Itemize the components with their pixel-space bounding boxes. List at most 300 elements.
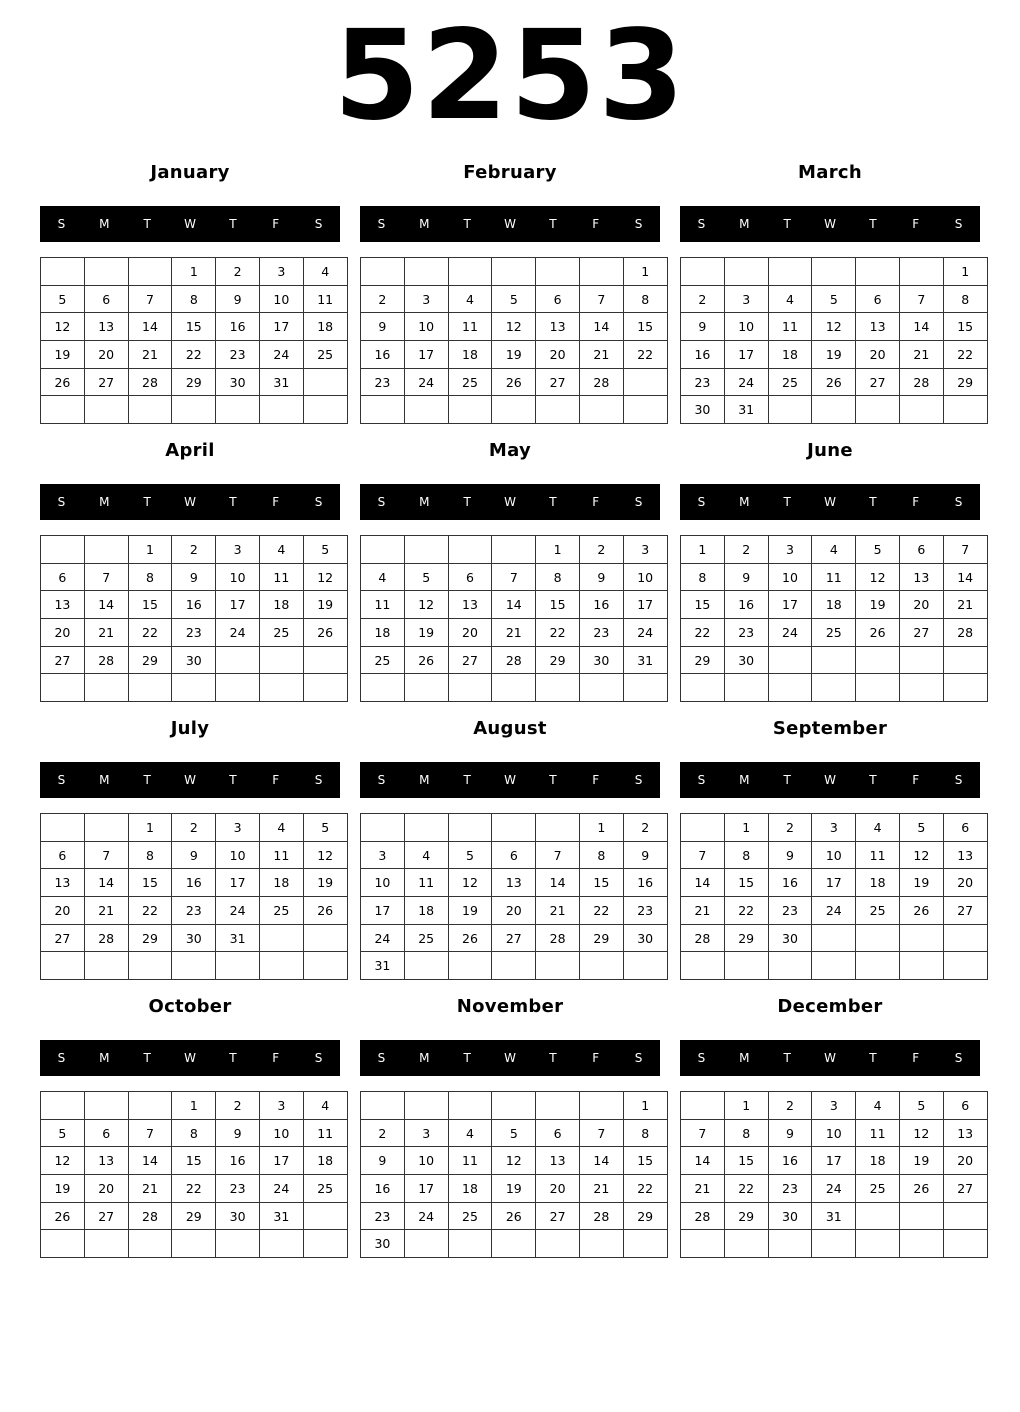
day-cell: 18 xyxy=(259,591,303,619)
day-cell: 24 xyxy=(724,368,768,396)
day-cell: 22 xyxy=(623,341,667,369)
day-cell: 18 xyxy=(303,313,347,341)
weekday-label: M xyxy=(739,1051,750,1065)
weekday-label: F xyxy=(592,217,600,231)
weekday-label: T xyxy=(869,1051,877,1065)
day-cell: 3 xyxy=(259,1092,303,1120)
day-cell: 4 xyxy=(404,841,448,869)
week-row xyxy=(41,563,348,591)
empty-day-cell xyxy=(899,924,943,952)
day-cell: 10 xyxy=(216,563,260,591)
weekday-label: S xyxy=(634,217,643,231)
day-cell: 25 xyxy=(856,897,900,925)
empty-day-cell xyxy=(303,674,347,702)
day-cell: 23 xyxy=(681,368,725,396)
day-cell: 24 xyxy=(768,619,812,647)
day-cell: 20 xyxy=(899,591,943,619)
empty-day-cell xyxy=(492,258,536,286)
day-cell: 11 xyxy=(856,841,900,869)
weekday-header xyxy=(360,206,660,242)
day-cell: 17 xyxy=(724,341,768,369)
day-cell: 20 xyxy=(84,1175,128,1203)
day-cell: 24 xyxy=(623,619,667,647)
empty-day-cell xyxy=(361,1092,405,1120)
week-row xyxy=(41,396,348,424)
empty-day-cell xyxy=(579,1092,623,1120)
weekday-label: T xyxy=(229,1051,237,1065)
day-cell: 17 xyxy=(404,1175,448,1203)
day-cell: 7 xyxy=(681,841,725,869)
day-grid xyxy=(40,813,348,980)
empty-day-cell xyxy=(259,674,303,702)
day-cell: 2 xyxy=(579,536,623,564)
day-grid xyxy=(680,257,988,424)
weekday-label: M xyxy=(419,217,430,231)
day-cell: 6 xyxy=(536,1119,580,1147)
day-cell: 10 xyxy=(404,1147,448,1175)
empty-day-cell xyxy=(856,1202,900,1230)
day-cell: 20 xyxy=(856,341,900,369)
week-row xyxy=(681,536,988,564)
empty-day-cell xyxy=(681,1230,725,1258)
weekday-label: F xyxy=(272,217,280,231)
day-cell: 23 xyxy=(172,897,216,925)
day-cell: 9 xyxy=(724,563,768,591)
day-cell: 3 xyxy=(216,814,260,842)
day-cell: 11 xyxy=(361,591,405,619)
day-cell: 6 xyxy=(448,563,492,591)
week-row xyxy=(681,1119,988,1147)
empty-day-cell xyxy=(623,368,667,396)
weekday-label: S xyxy=(954,1051,963,1065)
week-row xyxy=(361,396,668,424)
weekday-label: S xyxy=(314,773,323,787)
day-cell: 1 xyxy=(128,536,172,564)
empty-day-cell xyxy=(492,1230,536,1258)
empty-day-cell xyxy=(492,1092,536,1120)
day-cell: 29 xyxy=(128,924,172,952)
day-grid xyxy=(40,535,348,702)
day-cell: 20 xyxy=(41,619,85,647)
weekday-header xyxy=(40,762,340,798)
day-cell: 1 xyxy=(536,536,580,564)
empty-day-cell xyxy=(681,1092,725,1120)
empty-day-cell xyxy=(768,952,812,980)
day-cell: 21 xyxy=(681,1175,725,1203)
day-cell: 29 xyxy=(681,646,725,674)
day-cell: 9 xyxy=(768,1119,812,1147)
week-row xyxy=(361,258,668,286)
week-row xyxy=(681,396,988,424)
day-cell: 15 xyxy=(681,591,725,619)
empty-day-cell xyxy=(303,1230,347,1258)
day-cell: 26 xyxy=(899,1175,943,1203)
day-cell: 3 xyxy=(404,285,448,313)
empty-day-cell xyxy=(943,1230,987,1258)
day-cell: 25 xyxy=(768,368,812,396)
day-cell: 4 xyxy=(448,285,492,313)
day-cell: 9 xyxy=(172,563,216,591)
empty-day-cell xyxy=(943,674,987,702)
empty-day-cell xyxy=(404,1230,448,1258)
day-cell: 1 xyxy=(172,1092,216,1120)
day-cell: 28 xyxy=(128,368,172,396)
day-grid xyxy=(680,813,988,980)
weekday-label: S xyxy=(57,495,66,509)
day-cell: 7 xyxy=(84,841,128,869)
day-cell: 16 xyxy=(724,591,768,619)
day-cell: 14 xyxy=(84,869,128,897)
day-cell: 1 xyxy=(943,258,987,286)
empty-day-cell xyxy=(623,674,667,702)
day-cell: 16 xyxy=(623,869,667,897)
weekday-header xyxy=(360,1040,660,1076)
day-cell: 24 xyxy=(259,1175,303,1203)
empty-day-cell xyxy=(681,952,725,980)
empty-day-cell xyxy=(404,674,448,702)
day-cell: 9 xyxy=(216,1119,260,1147)
day-cell: 25 xyxy=(856,1175,900,1203)
day-cell: 4 xyxy=(361,563,405,591)
day-cell: 31 xyxy=(259,1202,303,1230)
weekday-label: F xyxy=(272,1051,280,1065)
month-name: August xyxy=(473,718,547,739)
day-cell: 9 xyxy=(361,1147,405,1175)
day-cell: 21 xyxy=(536,897,580,925)
day-cell: 29 xyxy=(724,1202,768,1230)
weekday-label: S xyxy=(634,1051,643,1065)
empty-day-cell xyxy=(84,396,128,424)
empty-day-cell xyxy=(856,924,900,952)
day-cell: 2 xyxy=(361,1119,405,1147)
day-cell: 12 xyxy=(404,591,448,619)
day-cell: 22 xyxy=(172,341,216,369)
day-cell: 16 xyxy=(172,869,216,897)
day-cell: 25 xyxy=(812,619,856,647)
empty-day-cell xyxy=(536,814,580,842)
day-cell: 24 xyxy=(259,341,303,369)
empty-day-cell xyxy=(84,674,128,702)
day-cell: 21 xyxy=(579,341,623,369)
day-cell: 11 xyxy=(303,1119,347,1147)
day-cell: 18 xyxy=(259,869,303,897)
month-name: June xyxy=(807,440,853,461)
day-cell: 14 xyxy=(579,313,623,341)
day-cell: 29 xyxy=(623,1202,667,1230)
empty-day-cell xyxy=(579,674,623,702)
day-cell: 7 xyxy=(681,1119,725,1147)
day-cell: 3 xyxy=(361,841,405,869)
empty-day-cell xyxy=(943,396,987,424)
week-row xyxy=(361,368,668,396)
weekday-label: T xyxy=(869,217,877,231)
day-cell: 19 xyxy=(41,1175,85,1203)
day-cell: 30 xyxy=(579,646,623,674)
empty-day-cell xyxy=(724,674,768,702)
day-cell: 24 xyxy=(812,897,856,925)
day-cell: 6 xyxy=(84,285,128,313)
year-title: 5253 xyxy=(333,4,687,148)
day-cell: 20 xyxy=(492,897,536,925)
day-cell: 13 xyxy=(84,1147,128,1175)
empty-day-cell xyxy=(216,674,260,702)
day-cell: 12 xyxy=(448,869,492,897)
day-cell: 16 xyxy=(681,341,725,369)
empty-day-cell xyxy=(41,536,85,564)
weekday-label: S xyxy=(697,495,706,509)
day-cell: 12 xyxy=(303,841,347,869)
empty-day-cell xyxy=(536,258,580,286)
day-cell: 5 xyxy=(492,285,536,313)
day-cell: 4 xyxy=(856,814,900,842)
week-row xyxy=(361,563,668,591)
empty-day-cell xyxy=(303,952,347,980)
day-cell: 30 xyxy=(216,1202,260,1230)
day-cell: 21 xyxy=(579,1175,623,1203)
day-cell: 14 xyxy=(536,869,580,897)
empty-day-cell xyxy=(724,258,768,286)
weekday-label: S xyxy=(377,495,386,509)
empty-day-cell xyxy=(128,258,172,286)
weekday-label: S xyxy=(57,217,66,231)
weekday-label: W xyxy=(504,495,516,509)
weekday-label: W xyxy=(824,217,836,231)
day-cell: 13 xyxy=(84,313,128,341)
week-row xyxy=(41,814,348,842)
weekday-label: T xyxy=(463,217,471,231)
empty-day-cell xyxy=(681,258,725,286)
weekday-label: W xyxy=(824,773,836,787)
empty-day-cell xyxy=(41,1092,85,1120)
day-cell: 14 xyxy=(492,591,536,619)
day-cell: 10 xyxy=(259,1119,303,1147)
weekday-label: F xyxy=(592,495,600,509)
day-cell: 8 xyxy=(128,841,172,869)
day-cell: 4 xyxy=(448,1119,492,1147)
day-cell: 24 xyxy=(404,1202,448,1230)
day-cell: 11 xyxy=(448,313,492,341)
day-grid xyxy=(40,1091,348,1258)
day-cell: 17 xyxy=(812,869,856,897)
day-cell: 12 xyxy=(41,313,85,341)
day-cell: 31 xyxy=(361,952,405,980)
day-cell: 24 xyxy=(216,619,260,647)
day-cell: 14 xyxy=(899,313,943,341)
empty-day-cell xyxy=(84,1230,128,1258)
empty-day-cell xyxy=(448,814,492,842)
week-row xyxy=(681,646,988,674)
weekday-label: T xyxy=(463,1051,471,1065)
day-cell: 5 xyxy=(492,1119,536,1147)
empty-day-cell xyxy=(856,1230,900,1258)
day-cell: 12 xyxy=(899,1119,943,1147)
empty-day-cell xyxy=(492,952,536,980)
day-cell: 5 xyxy=(41,1119,85,1147)
day-cell: 11 xyxy=(303,285,347,313)
weekday-label: F xyxy=(592,1051,600,1065)
weekday-header xyxy=(40,1040,340,1076)
empty-day-cell xyxy=(448,674,492,702)
week-row xyxy=(41,1147,348,1175)
day-cell: 31 xyxy=(724,396,768,424)
weekday-header xyxy=(40,484,340,520)
day-cell: 30 xyxy=(724,646,768,674)
day-cell: 29 xyxy=(943,368,987,396)
day-cell: 4 xyxy=(768,285,812,313)
week-row xyxy=(361,1092,668,1120)
weekday-label: T xyxy=(229,495,237,509)
day-cell: 12 xyxy=(492,1147,536,1175)
empty-day-cell xyxy=(899,1202,943,1230)
day-cell: 4 xyxy=(303,258,347,286)
day-cell: 9 xyxy=(579,563,623,591)
day-cell: 27 xyxy=(84,1202,128,1230)
day-cell: 2 xyxy=(681,285,725,313)
day-cell: 21 xyxy=(84,619,128,647)
day-cell: 19 xyxy=(856,591,900,619)
day-grid xyxy=(680,535,988,702)
empty-day-cell xyxy=(41,1230,85,1258)
day-cell: 1 xyxy=(724,814,768,842)
day-cell: 18 xyxy=(812,591,856,619)
day-cell: 10 xyxy=(623,563,667,591)
empty-day-cell xyxy=(536,1092,580,1120)
empty-day-cell xyxy=(172,674,216,702)
day-cell: 19 xyxy=(899,1147,943,1175)
day-cell: 30 xyxy=(216,368,260,396)
day-cell: 28 xyxy=(681,1202,725,1230)
empty-day-cell xyxy=(259,952,303,980)
day-cell: 23 xyxy=(579,619,623,647)
day-cell: 12 xyxy=(303,563,347,591)
weekday-label: S xyxy=(697,217,706,231)
day-cell: 5 xyxy=(303,536,347,564)
weekday-label: M xyxy=(419,773,430,787)
empty-day-cell xyxy=(536,1230,580,1258)
weekday-label: W xyxy=(184,495,196,509)
day-cell: 13 xyxy=(448,591,492,619)
empty-day-cell xyxy=(84,536,128,564)
day-cell: 23 xyxy=(724,619,768,647)
day-cell: 27 xyxy=(41,924,85,952)
day-cell: 11 xyxy=(259,563,303,591)
day-cell: 22 xyxy=(943,341,987,369)
empty-day-cell xyxy=(724,1230,768,1258)
weekday-label: S xyxy=(57,773,66,787)
day-cell: 30 xyxy=(361,1230,405,1258)
empty-day-cell xyxy=(303,1202,347,1230)
day-cell: 9 xyxy=(216,285,260,313)
day-cell: 6 xyxy=(943,1092,987,1120)
weekday-label: T xyxy=(229,217,237,231)
empty-day-cell xyxy=(303,924,347,952)
day-cell: 26 xyxy=(41,1202,85,1230)
week-row xyxy=(41,1119,348,1147)
weekday-label: S xyxy=(954,217,963,231)
weekday-label: T xyxy=(463,773,471,787)
empty-day-cell xyxy=(448,396,492,424)
week-row xyxy=(41,341,348,369)
day-cell: 15 xyxy=(128,869,172,897)
weekday-label: T xyxy=(783,495,791,509)
day-cell: 8 xyxy=(172,1119,216,1147)
day-cell: 22 xyxy=(724,897,768,925)
day-cell: 29 xyxy=(172,368,216,396)
empty-day-cell xyxy=(41,674,85,702)
weekday-label: S xyxy=(57,1051,66,1065)
week-row xyxy=(361,897,668,925)
day-cell: 22 xyxy=(681,619,725,647)
day-cell: 9 xyxy=(172,841,216,869)
day-cell: 27 xyxy=(899,619,943,647)
day-cell: 28 xyxy=(84,924,128,952)
week-row xyxy=(361,924,668,952)
day-grid xyxy=(40,257,348,424)
day-cell: 8 xyxy=(623,285,667,313)
day-cell: 15 xyxy=(172,1147,216,1175)
day-cell: 23 xyxy=(361,1202,405,1230)
weekday-label: T xyxy=(229,773,237,787)
day-cell: 17 xyxy=(259,313,303,341)
day-cell: 31 xyxy=(259,368,303,396)
day-cell: 25 xyxy=(361,646,405,674)
weekday-label: W xyxy=(184,217,196,231)
day-cell: 2 xyxy=(172,536,216,564)
day-cell: 17 xyxy=(623,591,667,619)
weekday-label: T xyxy=(549,217,557,231)
empty-day-cell xyxy=(812,924,856,952)
day-cell: 7 xyxy=(536,841,580,869)
empty-day-cell xyxy=(724,952,768,980)
day-grid xyxy=(680,1091,988,1258)
day-cell: 2 xyxy=(216,258,260,286)
day-cell: 2 xyxy=(216,1092,260,1120)
day-cell: 16 xyxy=(172,591,216,619)
day-cell: 7 xyxy=(943,536,987,564)
weekday-label: T xyxy=(143,1051,151,1065)
empty-day-cell xyxy=(41,258,85,286)
empty-day-cell xyxy=(128,952,172,980)
weekday-label: T xyxy=(783,217,791,231)
day-cell: 24 xyxy=(404,368,448,396)
empty-day-cell xyxy=(899,674,943,702)
empty-day-cell xyxy=(899,396,943,424)
week-row xyxy=(681,285,988,313)
day-cell: 23 xyxy=(768,1175,812,1203)
day-cell: 26 xyxy=(303,897,347,925)
day-cell: 8 xyxy=(579,841,623,869)
day-cell: 27 xyxy=(536,368,580,396)
empty-day-cell xyxy=(303,368,347,396)
day-cell: 21 xyxy=(899,341,943,369)
day-cell: 3 xyxy=(768,536,812,564)
weekday-label: T xyxy=(549,1051,557,1065)
empty-day-cell xyxy=(259,924,303,952)
day-cell: 13 xyxy=(856,313,900,341)
day-cell: 26 xyxy=(492,368,536,396)
day-cell: 10 xyxy=(259,285,303,313)
day-cell: 11 xyxy=(812,563,856,591)
day-grid xyxy=(360,535,668,702)
day-cell: 8 xyxy=(536,563,580,591)
weekday-label: F xyxy=(272,495,280,509)
day-cell: 22 xyxy=(724,1175,768,1203)
day-cell: 30 xyxy=(172,924,216,952)
day-cell: 1 xyxy=(623,258,667,286)
week-row xyxy=(681,619,988,647)
day-cell: 15 xyxy=(623,1147,667,1175)
week-row xyxy=(361,591,668,619)
